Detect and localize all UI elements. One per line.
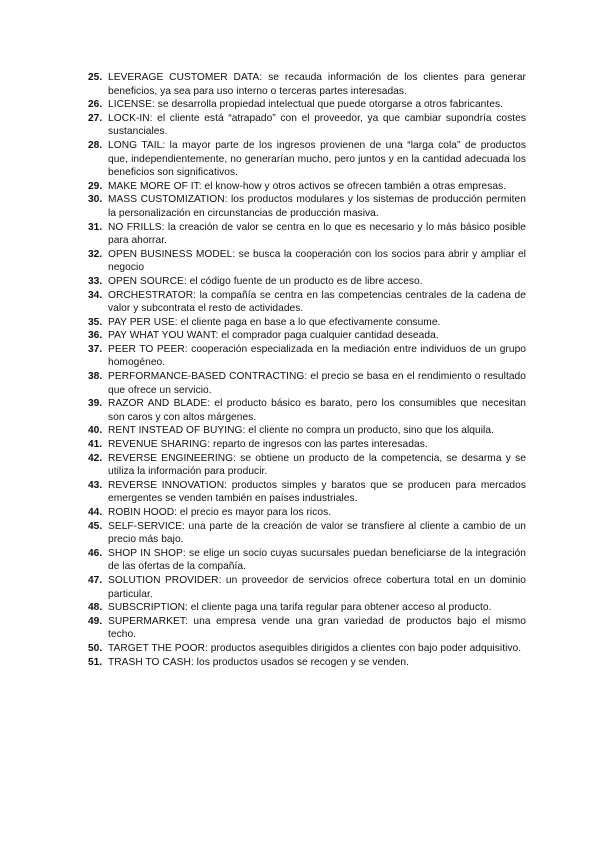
- item-text: RENT INSTEAD OF BUYING: el cliente no compra un producto, sino que los alquila.: [108, 425, 494, 437]
- item-text: SUPERMARKET: una empresa vende una gran variedad de productos bajo el mismo techo.: [108, 615, 526, 641]
- item-number: 44.: [88, 507, 103, 518]
- list-item: [88, 642, 526, 656]
- list-item: [88, 520, 526, 547]
- item-number: 29.: [88, 180, 103, 192]
- item-text: LICENSE: se desarrolla propiedad intelectual que puede otorgarse a otros fabricantes.: [108, 99, 504, 111]
- item-text: REVENUE SHARING: reparto de ingresos con las partes interesadas.: [108, 439, 428, 451]
- list-item: [88, 221, 526, 248]
- list-item: [88, 574, 526, 601]
- item-number: 50.: [88, 642, 103, 654]
- item-number: 32.: [88, 248, 103, 260]
- list-item: [88, 329, 526, 343]
- list-item: [88, 452, 526, 479]
- item-number: 42.: [88, 452, 103, 464]
- item-number: 28.: [88, 139, 103, 151]
- list-item: [88, 289, 526, 316]
- item-number: 46.: [88, 547, 103, 559]
- item-text: SUBSCRIPTION: el cliente paga una tarifa regular para obtener acceso al producto.: [108, 602, 492, 614]
- list-item: [88, 275, 526, 289]
- list-item: [88, 601, 526, 615]
- list-item: [88, 615, 526, 642]
- list-item: [88, 112, 526, 139]
- list-item: [88, 139, 526, 180]
- item-number: 35.: [88, 316, 103, 328]
- item-text: PAY PER USE: el cliente paga en base a lo que efectivamente consume.: [108, 316, 441, 328]
- item-text: SOLUTION PROVIDER: un proveedor de servicios ofrece cobertura total en un dominio particular.: [108, 574, 526, 600]
- item-text: LONG TAIL: la mayor parte de los ingresos provienen de una “larga cola” de productos que, independientemente, no generarían mucho, pero juntos y en la cantidad adecuada los beneficios son significativos.: [108, 139, 526, 179]
- item-number: 49.: [88, 615, 103, 627]
- item-text: PEER TO PEER: cooperación especializada en la mediación entre individuos de un grupo homogéneo.: [108, 343, 526, 369]
- list-item: [88, 248, 526, 275]
- numbered-list: [88, 71, 526, 669]
- item-number: 30.: [88, 194, 103, 206]
- item-text: SHOP IN SHOP: se elige un socio cuyas sucursales puedan beneficiarse de la integración de las ofertas de la compañía.: [108, 547, 526, 573]
- list-item: [88, 316, 526, 330]
- item-number: 51.: [88, 656, 103, 668]
- item-text: SELF-SERVICE: una parte de la creación de valor se transfiere al cliente a cambio de un precio más bajo.: [108, 520, 526, 546]
- item-number: 31.: [88, 221, 103, 233]
- list-item: [88, 424, 526, 438]
- item-number: 26.: [88, 99, 103, 111]
- item-text: PERFORMANCE-BASED CONTRACTING: el precio se basa en el rendimiento o resultado que ofrece un servicio.: [108, 371, 526, 396]
- list-item: [88, 71, 526, 98]
- list-item: [88, 180, 526, 194]
- item-number: 37.: [88, 343, 103, 355]
- list-item: [88, 438, 526, 452]
- item-text: LEVERAGE CUSTOMER DATA: se recauda información de los clientes para generar beneficios, ya sea para uso interno o terceras partes interesadas.: [108, 72, 526, 97]
- item-number: 33.: [88, 275, 103, 287]
- item-text: TARGET THE POOR: productos asequibles dirigidos a clientes con bajo poder adquisitivo.: [108, 642, 522, 654]
- item-text: ROBIN HOOD: el precio es mayor para los ricos.: [108, 507, 332, 518]
- item-number: 27.: [88, 112, 103, 124]
- item-text: ORCHESTRATOR: la compañía se centra en las competencias centrales de la cadena de valor y subcontrata el resto de actividades.: [108, 289, 526, 315]
- item-number: 43.: [88, 479, 103, 491]
- item-text: MAKE MORE OF IT: el know-how y otros activos se ofrecen también a otras empresas.: [108, 180, 507, 192]
- item-number: 36.: [88, 330, 103, 342]
- item-text: REVERSE ENGINEERING: se obtiene un producto de la competencia, se desarma y se utiliza la información para producir.: [108, 452, 526, 478]
- item-text: LOCK-IN: el cliente está “atrapado” con el proveedor, ya que cambiar supondría costes sustanciales.: [108, 112, 526, 138]
- list-item: [88, 370, 526, 397]
- list-item: [88, 656, 526, 670]
- item-text: MASS CUSTOMIZATION: los productos modulares y los sistemas de producción permiten la personalización en circunstancias de producción masiva.: [108, 194, 526, 219]
- item-number: 47.: [88, 574, 103, 586]
- list-item: [88, 479, 526, 506]
- list-item: [88, 343, 526, 370]
- item-text: TRASH TO CASH: los productos usados se recogen y se venden.: [108, 656, 409, 668]
- item-number: 39.: [88, 398, 103, 410]
- item-text: OPEN SOURCE: el código fuente de un producto es de libre acceso.: [108, 275, 423, 287]
- item-number: 38.: [88, 371, 103, 383]
- item-text: OPEN BUSINESS MODEL: se busca la cooperación con los socios para abrir y ampliar el negocio: [108, 248, 526, 274]
- item-number: 48.: [88, 602, 103, 614]
- item-text: PAY WHAT YOU WANT: el comprador paga cualquier cantidad deseada.: [108, 330, 439, 342]
- item-number: 41.: [88, 439, 103, 451]
- list-item: [88, 547, 526, 574]
- item-number: 45.: [88, 520, 103, 532]
- item-text: REVERSE INNOVATION: productos simples y baratos que se producen para mercados emergentes se venden también en países industriales.: [108, 479, 526, 505]
- list-item: [88, 506, 526, 520]
- item-number: 25.: [88, 72, 103, 83]
- list-item: [88, 193, 526, 220]
- list-item: [88, 397, 526, 424]
- item-number: 34.: [88, 289, 103, 301]
- list-item: [88, 98, 526, 112]
- item-text: RAZOR AND BLADE: el producto básico es barato, pero los consumibles que necesitan son caros y con altos márgenes.: [108, 398, 526, 423]
- item-text: NO FRILLS: la creación de valor se centra en lo que es necesario y lo más básico posible para ahorrar.: [108, 221, 526, 247]
- item-number: 40.: [88, 425, 103, 437]
